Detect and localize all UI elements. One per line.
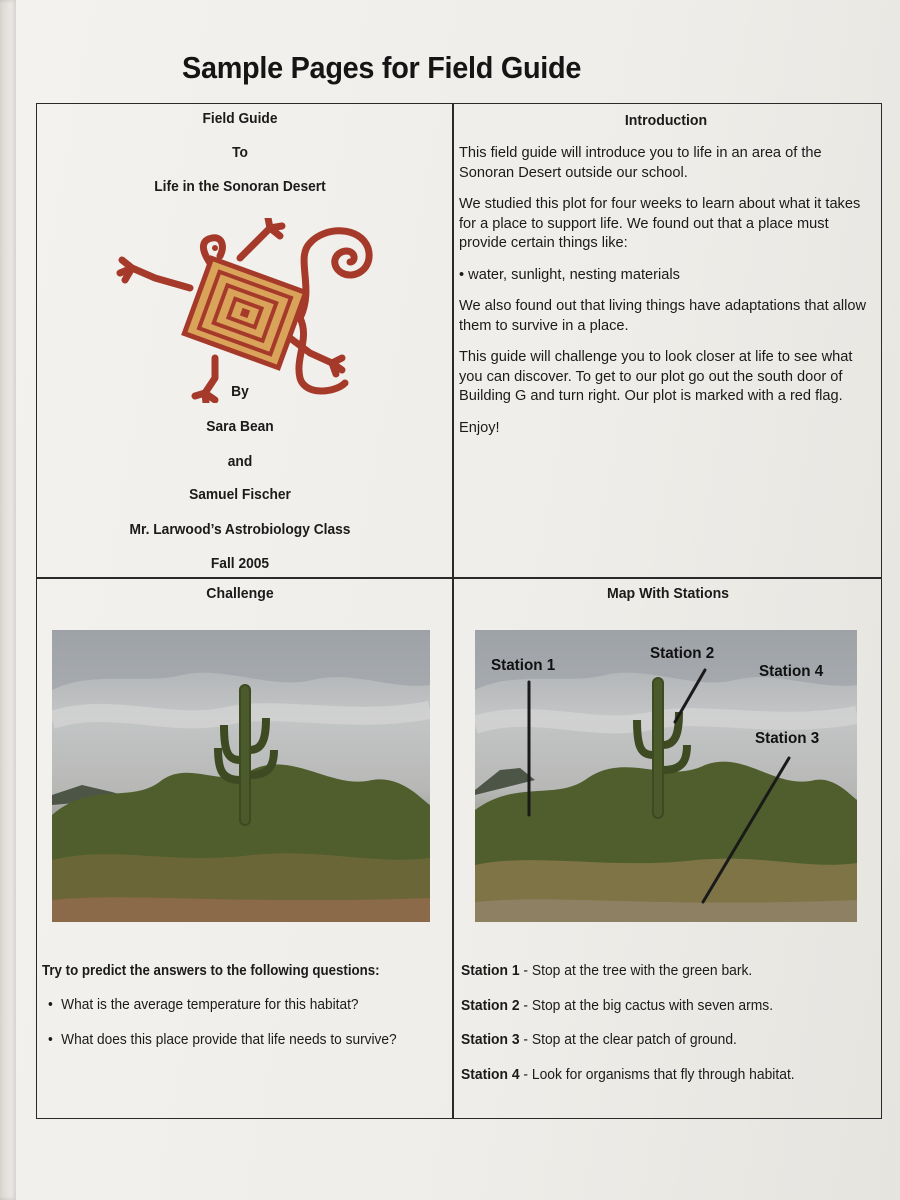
grid-divider-vertical — [452, 103, 454, 1119]
cover-by: By — [231, 384, 249, 400]
map-heading: Map With Stations — [606, 585, 730, 602]
station-row-2 — [461, 998, 773, 1014]
desert-photo — [52, 630, 430, 922]
map-label-station-3: Station 3 — [755, 730, 820, 747]
map-label-station-2: Station 2 — [650, 645, 715, 662]
station-description: - Stop at the clear patch of ground. — [519, 1032, 737, 1048]
cover-title-line3: Life in the Sonoran Desert — [154, 179, 326, 195]
station-name: Station 4 — [461, 1067, 520, 1083]
intro-paragraph-1: This field guide will introduce you to life in an area of the Sonoran Desert outside our school. — [459, 145, 822, 181]
challenge-question-1 — [48, 997, 359, 1013]
station-description: - Stop at the tree with the green bark. — [519, 963, 753, 979]
cover-and: and — [227, 454, 253, 470]
cover-class: Mr. Larwood’s Astrobiology Class — [129, 522, 351, 538]
intro-paragraph-4: We also found out that living things have adaptations that allow them to survive in a place. — [459, 298, 867, 334]
bullet-icon: • — [48, 1032, 53, 1048]
lizard-petroglyph-icon — [110, 218, 380, 403]
grid-divider-horizontal — [36, 577, 882, 579]
map-label-station-4: Station 4 — [759, 663, 824, 680]
cover-term: Fall 2005 — [210, 556, 270, 572]
book-page-edge — [0, 0, 16, 1200]
station-description: - Look for organisms that fly through habitat. — [519, 1067, 795, 1083]
cover-author1: Sara Bean — [206, 419, 274, 435]
challenge-prompt: Try to predict the answers to the following questions: — [42, 963, 380, 979]
station-row-3 — [461, 1032, 737, 1048]
intro-paragraph-6: Enjoy! — [459, 419, 500, 436]
intro-paragraph-2: We studied this plot for four weeks to learn about what it takes for a place to support life. We found out that a place must provide certain things like: — [459, 196, 861, 251]
cover-title-line1: Field Guide — [202, 111, 278, 127]
challenge-heading: Challenge — [206, 585, 274, 602]
intro-paragraph-5: This guide will challenge you to look closer at life to see what you can discover. To get to our plot go out the south door of Building G and turn right. Our plot is marked with a red flag. — [459, 349, 853, 404]
question-text: What is the average temperature for this habitat? — [61, 997, 359, 1013]
cover-title-line2: To — [232, 145, 248, 161]
station-name: Station 1 — [461, 963, 520, 979]
question-text: What does this place provide that life needs to survive? — [61, 1032, 397, 1048]
intro-heading: Introduction — [624, 112, 708, 129]
intro-paragraph-3: • water, sunlight, nesting materials — [459, 266, 680, 283]
station-row-4 — [461, 1067, 795, 1083]
cover-author2: Samuel Fischer — [189, 487, 291, 503]
station-name: Station 3 — [461, 1032, 520, 1048]
challenge-question-2 — [48, 1032, 397, 1048]
station-name: Station 2 — [461, 998, 520, 1014]
station-description: - Stop at the big cactus with seven arms. — [519, 998, 774, 1014]
page-title: Sample Pages for Field Guide — [182, 50, 582, 85]
bullet-icon: • — [48, 997, 53, 1013]
intro-body — [459, 144, 877, 450]
station-row-1 — [461, 963, 752, 979]
map-label-station-1: Station 1 — [491, 657, 556, 674]
